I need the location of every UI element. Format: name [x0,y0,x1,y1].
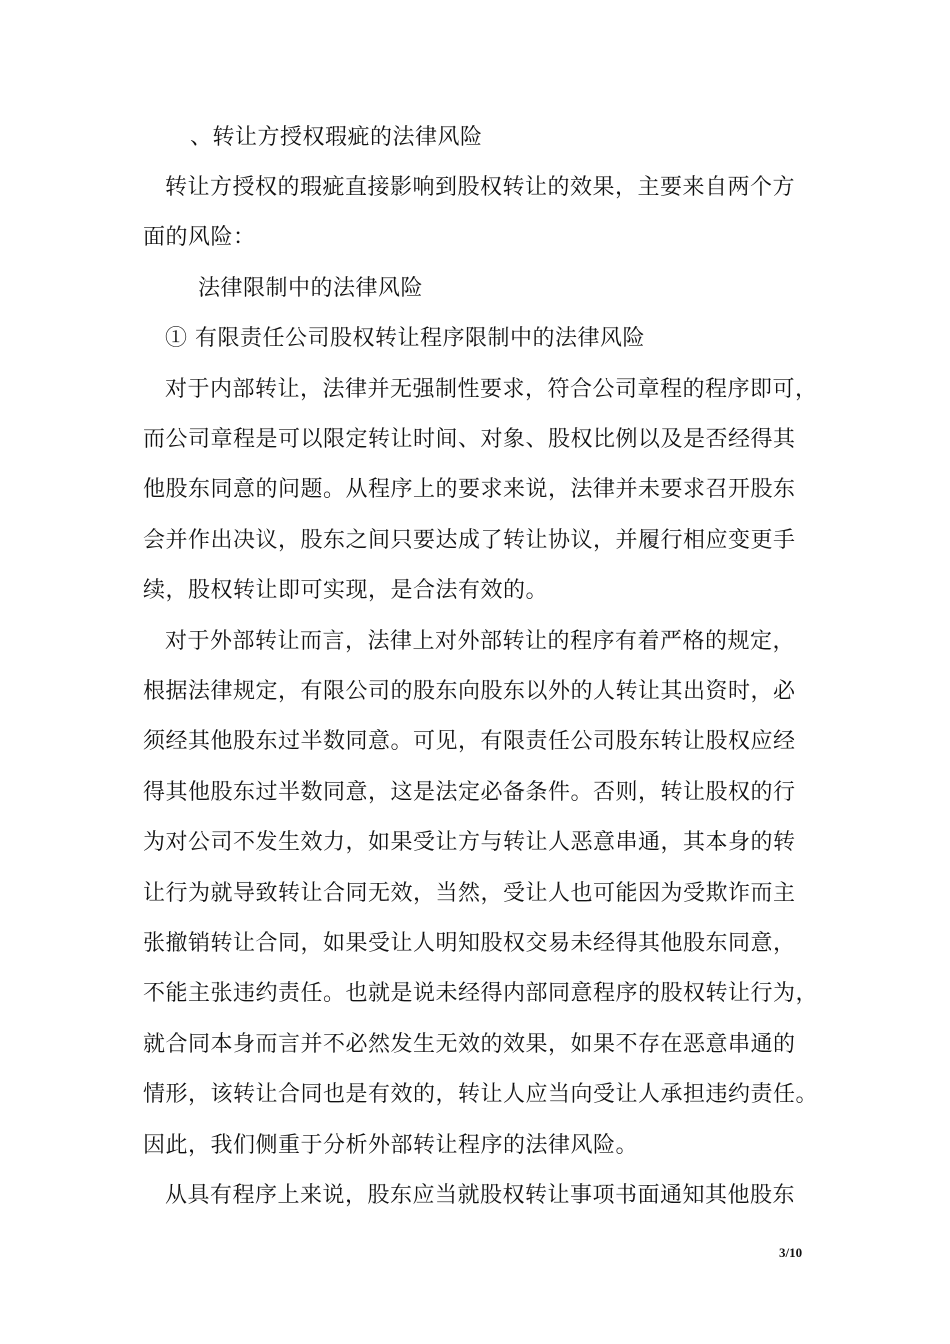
paragraph-line: 让行为就导致转让合同无效，当然，受让人也可能因为受欺诈而主 [143,881,796,906]
paragraph-line: 张撤销转让合同，如果受让人明知股权交易未经得其他股东同意， [143,931,796,956]
paragraph-line: 会并作出决议，股东之间只要达成了转让协议，并履行相应变更手 [143,528,796,553]
page-number: 3/10 [779,1245,803,1260]
paragraph-line: 续，股权转让即可实现，是合法有效的。 [143,578,549,603]
subsection-heading: 法律限制中的法律风险 [198,276,424,301]
paragraph-line: 从具有程序上来说，股东应当就股权转让事项书面通知其他股东 [165,1183,796,1208]
paragraph-line: 须经其他股东过半数同意。可见，有限责任公司股东转让股权应经 [143,729,796,754]
paragraph-line: 他股东同意的问题。从程序上的要求来说，法律并未要求召开股东 [143,477,796,502]
paragraph-line: 情形，该转让合同也是有效的，转让人应当向受让人承担违约责任。 [143,1082,819,1107]
paragraph-line: 面的风险： [143,225,256,250]
paragraph-line: 不能主张违约责任。也就是说未经得内部同意程序的股权转让行为， [143,981,819,1006]
paragraph-line: 就合同本身而言并不必然发生无效的效果，如果不存在恶意串通的 [143,1032,796,1057]
section-heading: 、转让方授权瑕疵的法律风险 [190,125,483,150]
paragraph-line: 因此，我们侧重于分析外部转让程序的法律风险。 [143,1133,639,1158]
paragraph-line: 对于外部转让而言，法律上对外部转让的程序有着严格的规定， [165,629,796,654]
paragraph-line: 而公司章程是可以限定转让时间、对象、股权比例以及是否经得其 [143,427,796,452]
paragraph-line: 根据法律规定，有限公司的股东向股东以外的人转让其出资时，必 [143,679,796,704]
paragraph-line: 对于内部转让，法律并无强制性要求，符合公司章程的程序即可， [165,377,818,402]
paragraph-line: 得其他股东过半数同意，这是法定必备条件。否则，转让股权的行 [143,780,796,805]
paragraph-line: 为对公司不发生效力，如果受让方与转让人恶意串通，其本身的转 [143,830,796,855]
list-item-heading: ① 有限责任公司股权转让程序限制中的法律风险 [165,326,645,351]
paragraph-line: 转让方授权的瑕疵直接影响到股权转让的效果，主要来自两个方 [165,175,796,200]
